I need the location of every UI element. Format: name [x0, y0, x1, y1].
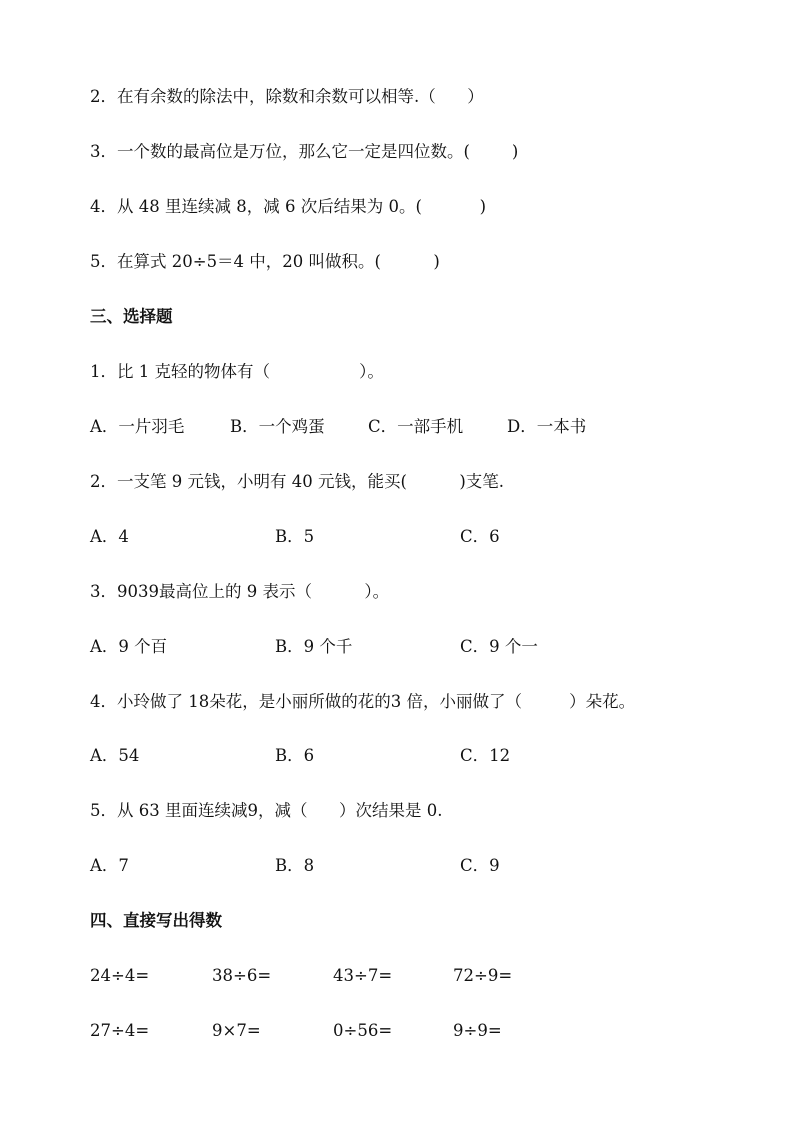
choice-question-4: 4．小玲做了 18朵花，是小丽所做的花的3 倍，小丽做了（ ）朵花。: [90, 692, 636, 711]
choice-1-option-c: C．一部手机: [368, 417, 464, 436]
section-title-choice: 三、选择题: [90, 307, 173, 326]
judgment-item-3: 3．一个数的最高位是万位，那么它一定是四位数。( ): [90, 142, 519, 161]
calc-item: 24÷4=: [90, 966, 150, 985]
choice-3-option-c: C．9 个一: [460, 637, 538, 656]
choice-1-option-a: A．一片羽毛: [90, 417, 185, 436]
choice-4-option-a: A．54: [90, 746, 140, 765]
choice-5-option-a: A．7: [90, 856, 129, 875]
choice-1-option-d: D．一本书: [507, 417, 587, 436]
choice-2-option-a: A．4: [90, 527, 129, 546]
judgment-item-2: 2．在有余数的除法中，除数和余数可以相等.（ ）: [90, 87, 484, 106]
calc-item: 43÷7=: [333, 966, 393, 985]
choice-question-1: 1．比 1 克轻的物体有（ ）。: [90, 362, 384, 381]
choice-question-3: 3．9039最高位上的 9 表示（ ）。: [90, 582, 390, 601]
choice-5-option-b: B．8: [275, 856, 315, 875]
choice-2-option-b: B．5: [275, 527, 315, 546]
choice-question-2: 2．一支笔 9 元钱，小明有 40 元钱，能买( )支笔.: [90, 472, 505, 491]
choice-question-5: 5．从 63 里面连续减9，减（ ）次结果是 0.: [90, 801, 443, 820]
choice-3-option-a: A．9 个百: [90, 637, 168, 656]
choice-1-option-b: B．一个鸡蛋: [230, 417, 325, 436]
calc-item: 9÷9=: [453, 1021, 502, 1040]
calc-item: 72÷9=: [453, 966, 513, 985]
choice-4-option-b: B．6: [275, 746, 315, 765]
judgment-item-4: 4．从 48 里连续减 8，减 6 次后结果为 0。( ): [90, 197, 487, 216]
section-title-calculation: 四、直接写出得数: [90, 911, 222, 930]
choice-3-option-b: B．9 个千: [275, 637, 353, 656]
choice-2-option-c: C．6: [460, 527, 500, 546]
calc-item: 38÷6=: [212, 966, 272, 985]
choice-4-option-c: C．12: [460, 746, 511, 765]
calc-item: 0÷56=: [333, 1021, 393, 1040]
judgment-item-5: 5．在算式 20÷5＝4 中，20 叫做积。( ): [90, 252, 440, 271]
calc-item: 27÷4=: [90, 1021, 150, 1040]
choice-5-option-c: C．9: [460, 856, 500, 875]
calc-item: 9×7=: [212, 1021, 261, 1040]
